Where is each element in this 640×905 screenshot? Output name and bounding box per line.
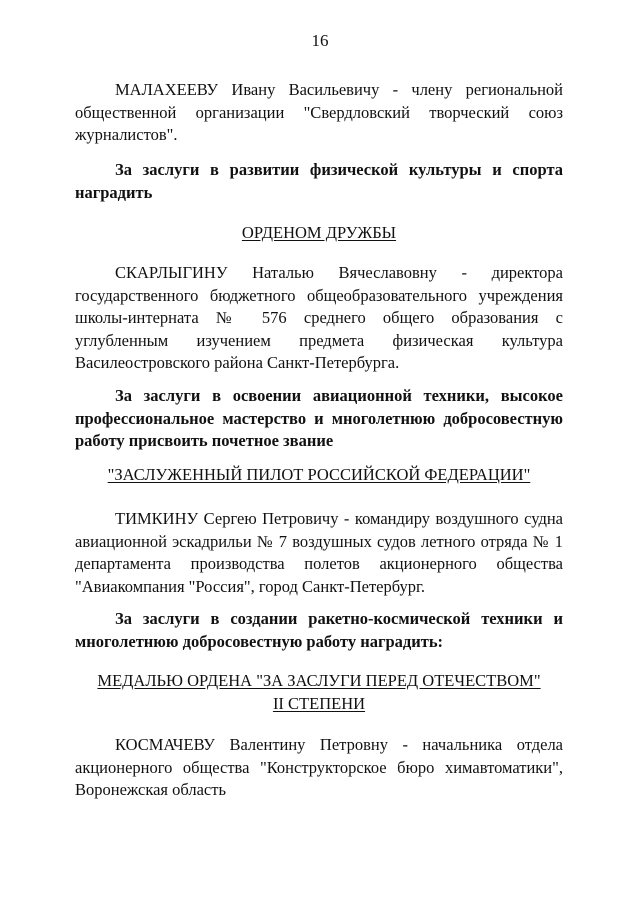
honorary-title-pilot: "ЗАСЛУЖЕННЫЙ ПИЛОТ РОССИЙСКОЙ ФЕДЕРАЦИИ" [107, 465, 531, 484]
recipient-name: КОСМАЧЕВУ [115, 735, 215, 754]
section-heading-aviation: За заслуги в освоении авиационной техники, высокое профессиональное мастерство и многолетнюю добросовестную работу присвоить почетное звание [75, 386, 563, 450]
recipient-description: Ивану Васильевичу - члену региональной общественной организации "Свердловский творческий союз журналистов". [75, 80, 564, 144]
award-entry-malakheev [75, 79, 563, 147]
recipient-name: ТИМКИНУ [115, 509, 199, 528]
award-title-medal [75, 670, 563, 715]
section-heading-sport: За заслуги в развитии физической культуры и спорта наградить [75, 160, 563, 202]
recipient-description: Сергею Петровичу - командиру воздушного судна авиационной эскадрильи № 7 воздушных судов летного отряда № 1 департамента производства полетов акционерного общества "Авиакомпания "Россия", город Санкт-Петербург. [75, 509, 564, 596]
medal-title-line2: II СТЕПЕНИ [272, 693, 366, 713]
recipient-name: МАЛАХЕЕВУ [115, 80, 219, 99]
medal-title-line1: МЕДАЛЬЮ ОРДЕНА "ЗА ЗАСЛУГИ ПЕРЕД ОТЕЧЕСТВОМ" [97, 671, 541, 690]
page-number: 16 [311, 31, 329, 50]
section-heading-rocket: За заслуги в создании ракетно-космической техники и многолетнюю добросовестную работу наградить: [75, 609, 563, 651]
award-entry-skarlygina [75, 262, 563, 375]
recipient-name: СКАРЛЫГИНУ [115, 263, 228, 282]
recipient-description: Валентину Петровну - начальника отдела акционерного общества "Конструкторское бюро химавтоматики", Воронежская область [75, 735, 563, 799]
award-entry-timkin [75, 508, 563, 598]
recipient-description: Наталью Вячеславовну - директора государственного бюджетного общеобразовательного учреждения школы-интерната № 576 среднего общего образования с углубленным изучением предмета физическая культура Василеостровского района Санкт-Петербурга. [75, 263, 563, 372]
award-title-order-friendship: ОРДЕНОМ ДРУЖБЫ [241, 223, 397, 242]
award-entry-kosmacheva [75, 734, 563, 802]
